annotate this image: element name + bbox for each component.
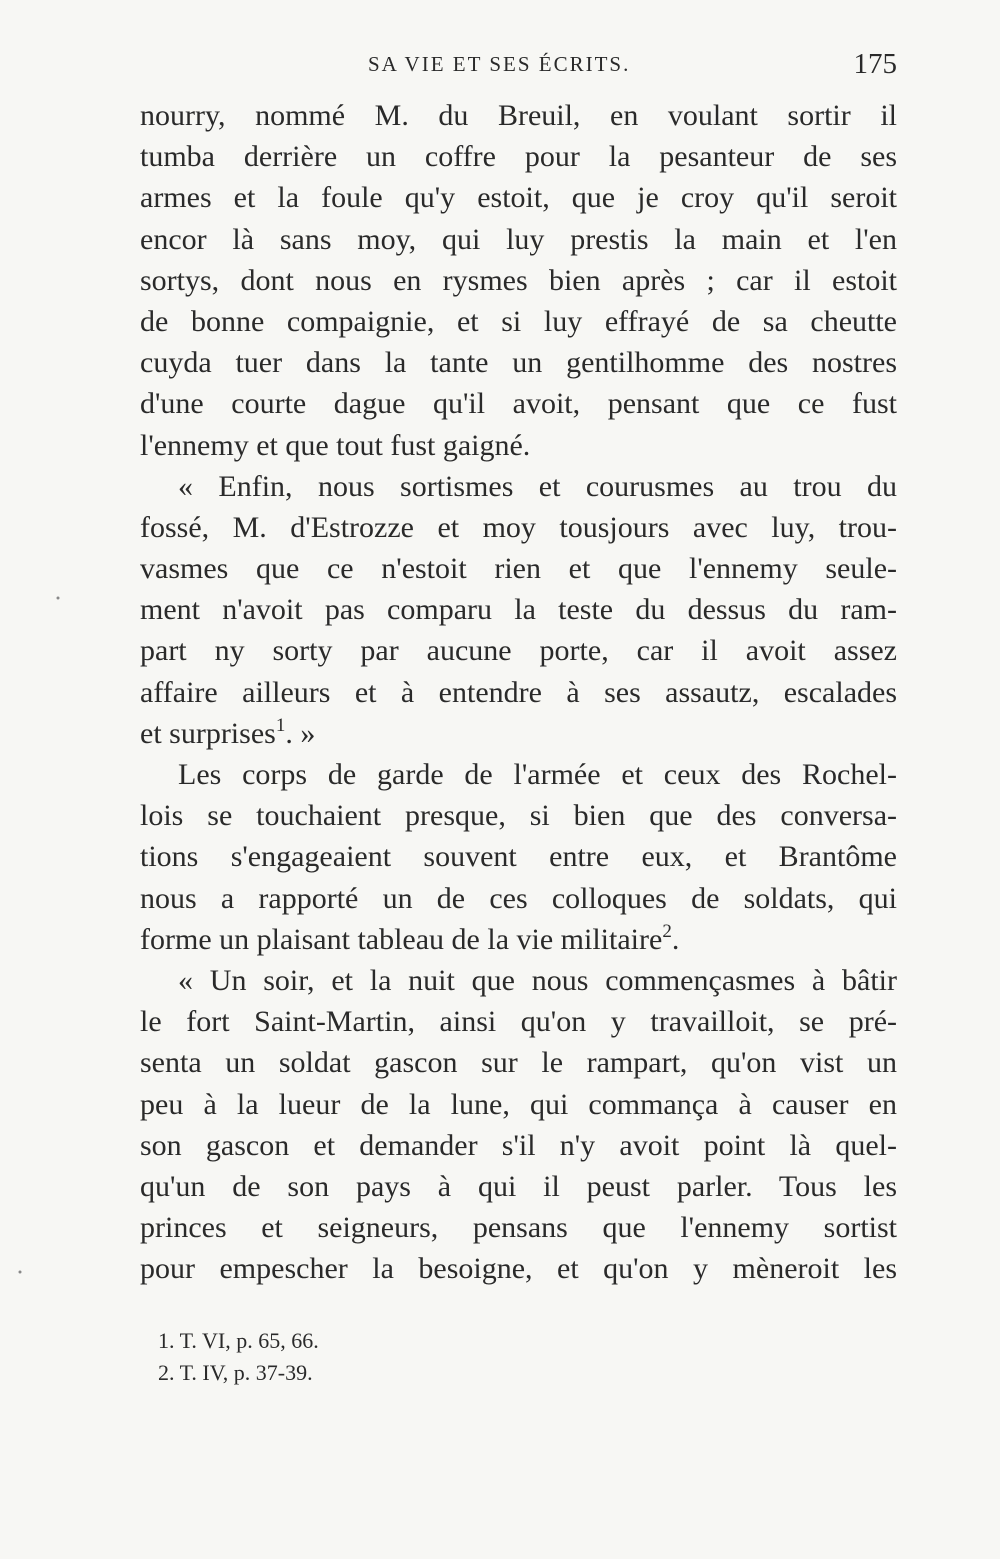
- text-line: peu à la lueur de la lune, qui commança à causer en: [140, 1087, 897, 1121]
- text-line: de bonne compaignie, et si luy effrayé de sa cheutte: [140, 304, 897, 338]
- text-line: fossé, M. d'Estrozze et moy tousjours avec luy, trou-: [140, 510, 897, 544]
- text-fragment: . »: [285, 716, 316, 750]
- text-line: encor là sans moy, qui luy prestis la main et l'en: [140, 222, 897, 256]
- text-line: Les corps de garde de l'armée et ceux des Rochel-: [178, 758, 897, 791]
- footnote-ref-1: 1: [275, 714, 286, 736]
- text-line: cuyda tuer dans la tante un gentilhomme des nostres: [140, 346, 897, 380]
- text-line: tumba derrière un coffre pour la pesanteur de ses: [140, 140, 897, 174]
- text-line: qu'un de son pays à qui il peust parler. Tous les: [140, 1169, 897, 1203]
- footnote-ref-2: 2: [662, 920, 672, 942]
- running-head: [140, 44, 897, 84]
- text-line: sortys, dont nous en rysmes bien après ; car il estoit: [140, 263, 897, 297]
- paper-speck: [57, 597, 60, 600]
- text-line: l'ennemy et que tout fust gaigné.: [140, 428, 531, 462]
- text-line: part ny sorty par aucune porte, car il avoit assez: [140, 634, 897, 668]
- text-line: princes et seigneurs, pensans que l'ennemy sortist: [140, 1211, 897, 1245]
- text-line: armes et la foule qu'y estoit, que je croy qu'il seroit: [140, 181, 897, 215]
- text-line: pour empescher la besoigne, et qu'on y mèneroit les: [140, 1252, 897, 1286]
- text-line: lois se touchaient presque, si bien que des conversa-: [140, 799, 897, 833]
- body-text: [140, 95, 897, 1289]
- text-line: « Enfin, nous sortismes et courusmes au trou du: [178, 469, 897, 503]
- footnote-1: 1. T. VI, p. 65, 66.: [158, 1328, 319, 1353]
- text-line: « Un soir, et la nuit que nous commençasmes à bâtir: [178, 963, 897, 997]
- paper-speck: [19, 1271, 22, 1274]
- text-line: son gascon et demander s'il n'y avoit point là quel-: [140, 1128, 897, 1162]
- text-fragment: forme un plaisant tableau de la vie militaire: [140, 922, 663, 956]
- text-line: tions s'engageaient souvent entre eux, et Brantôme: [140, 840, 897, 874]
- text-line: d'une courte dague qu'il avoit, pensant que ce fust: [140, 387, 897, 421]
- text-line: le fort Saint-Martin, ainsi qu'on y travailloit, se pré-: [140, 1005, 897, 1039]
- text-line-with-note: [140, 919, 897, 960]
- page-number: 175: [853, 48, 897, 80]
- text-line: vasmes que ce n'estoit rien et que l'ennemy seule-: [140, 552, 897, 586]
- text-fragment: .: [671, 922, 680, 956]
- text-line: ment n'avoit pas comparu la teste du dessus du ram-: [140, 593, 897, 627]
- text-line-with-note: [140, 713, 897, 754]
- text-line: nourry, nommé M. du Breuil, en voulant sortir il: [140, 99, 897, 132]
- text-line: nous a rapporté un de ces colloques de soldats, qui: [140, 881, 897, 915]
- text-line: senta un soldat gascon sur le rampart, qu'on vist un: [140, 1046, 897, 1080]
- footnote-2: 2. T. IV, p. 37-39.: [158, 1360, 313, 1385]
- text-fragment: et surprises: [140, 716, 276, 750]
- text-line: affaire ailleurs et à entendre à ses assautz, escalades: [140, 675, 897, 709]
- footnotes: [158, 1325, 758, 1389]
- running-title: SA VIE ET SES ÉCRITS.: [368, 52, 631, 76]
